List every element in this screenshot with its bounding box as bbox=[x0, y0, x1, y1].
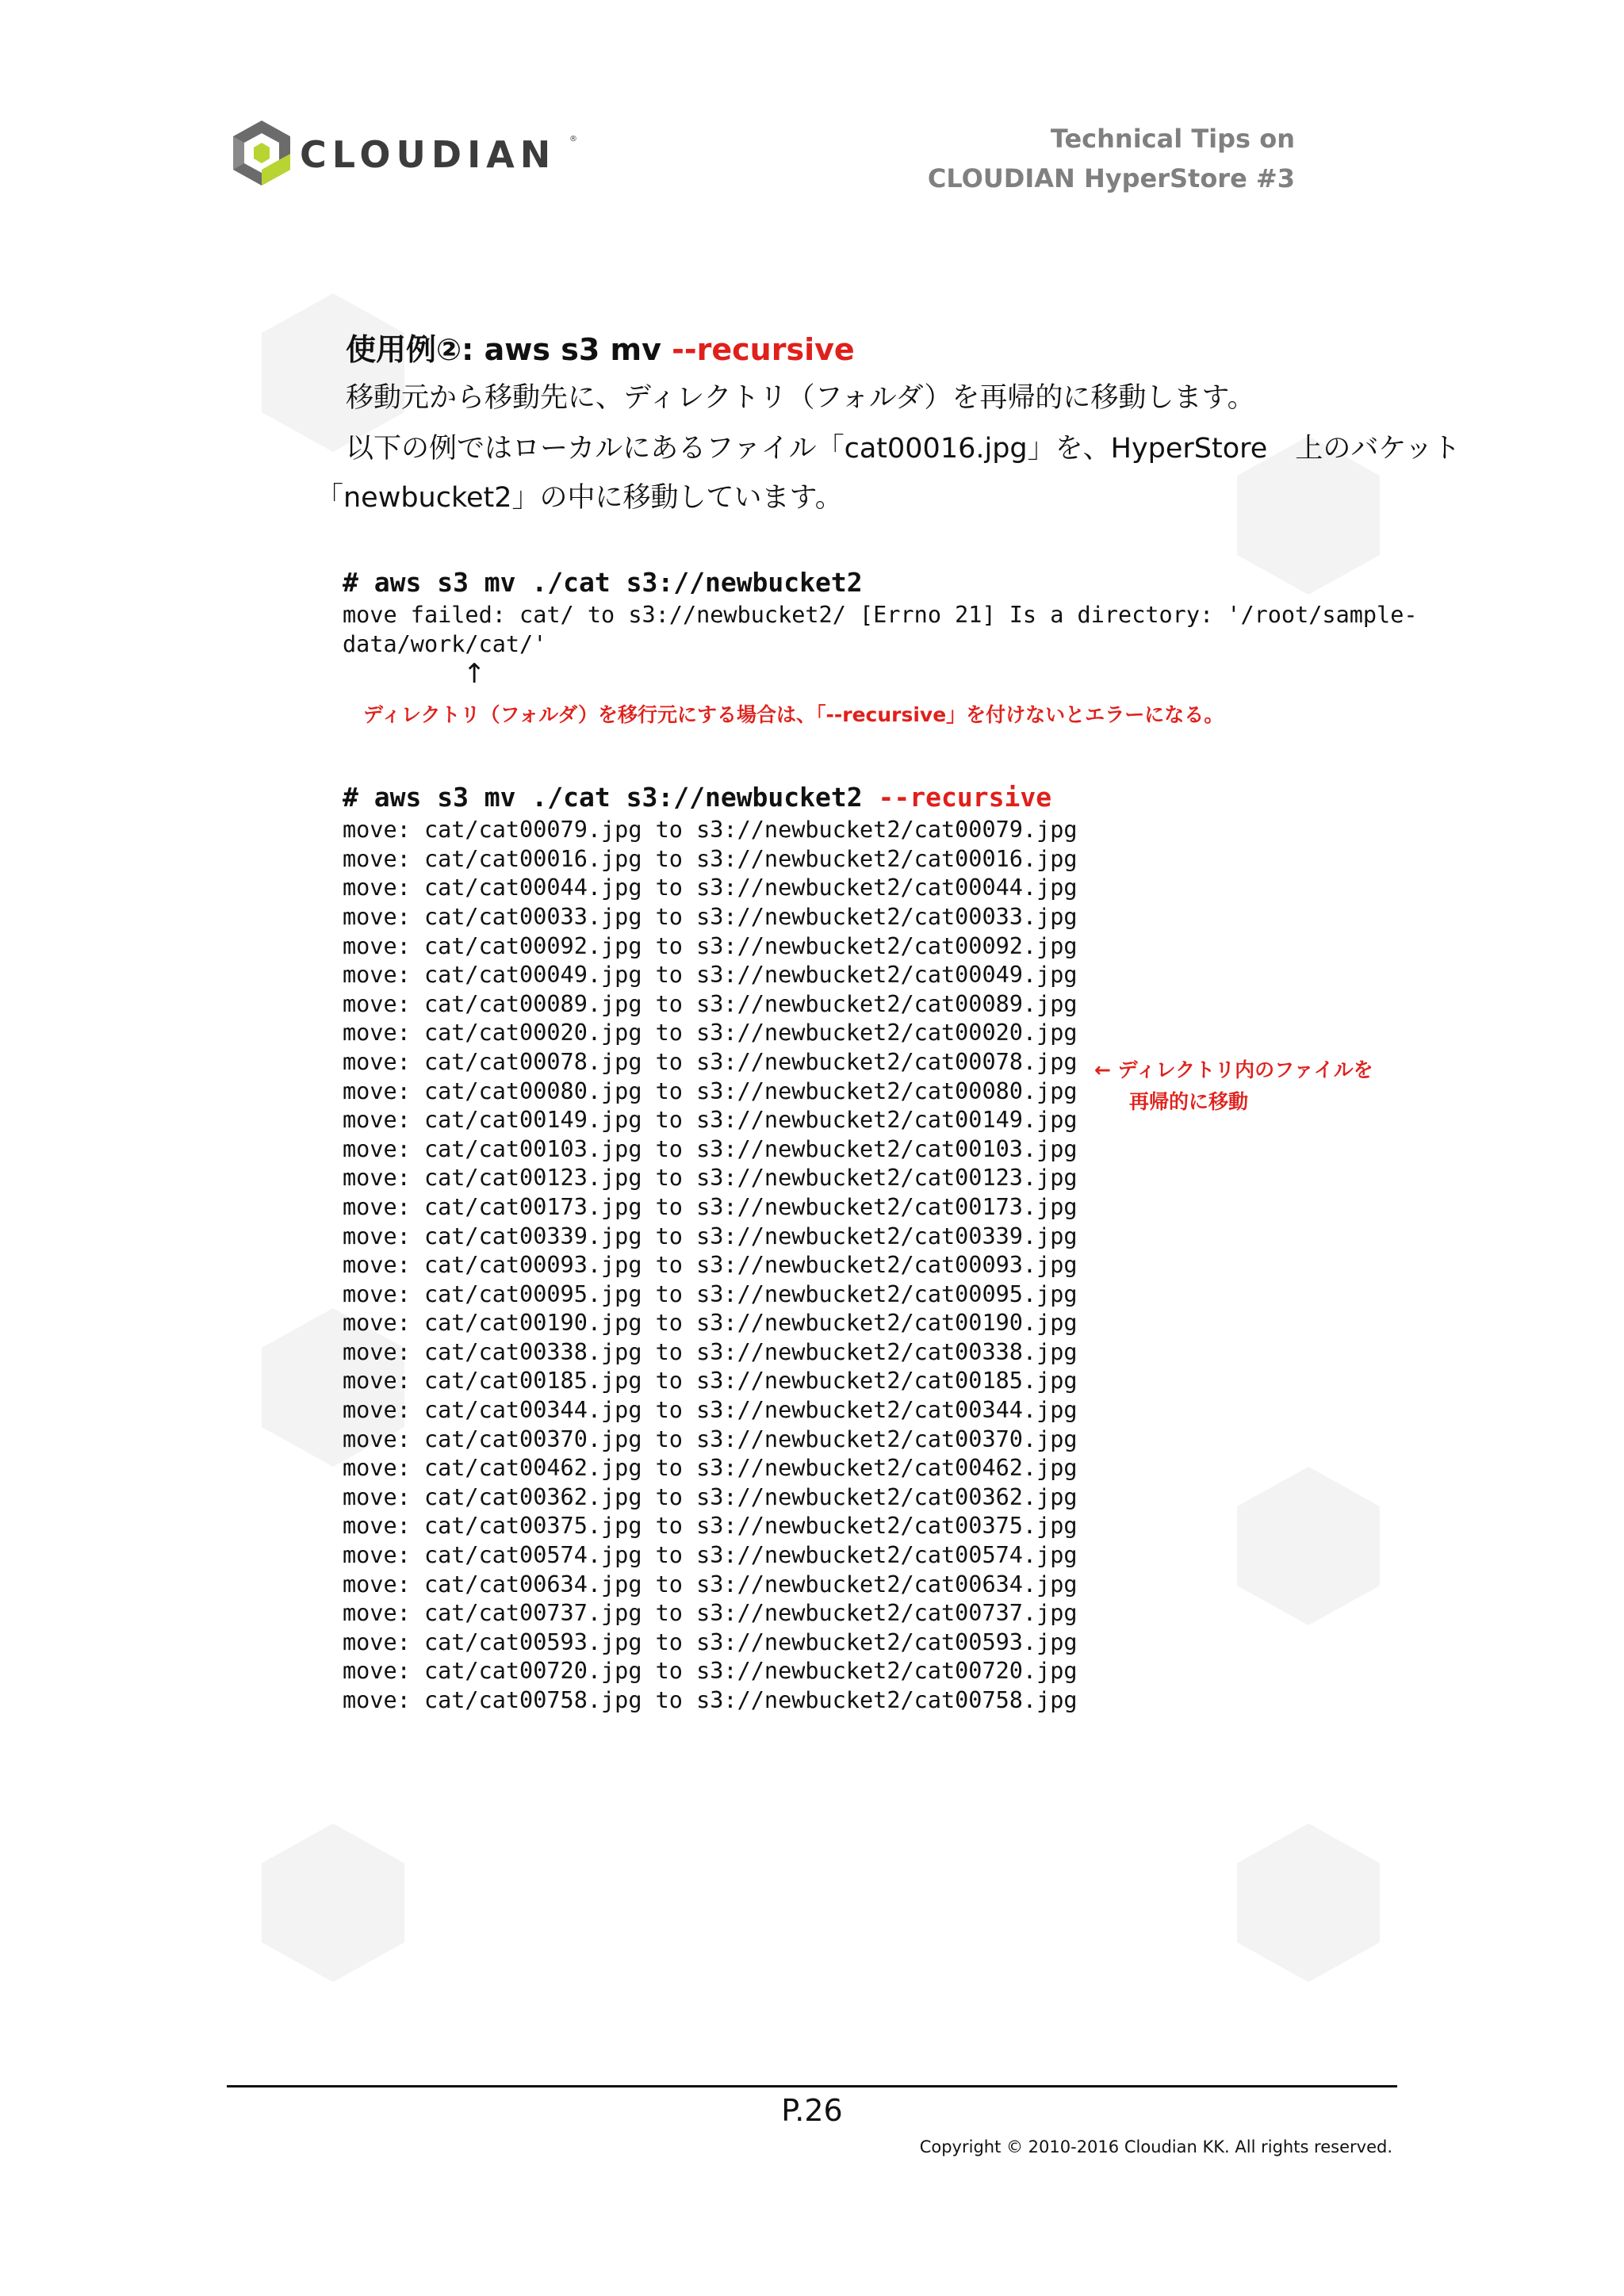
header-line-1: Technical Tips on bbox=[1050, 124, 1295, 154]
error-line-1: move failed: cat/ to s3://newbucket2/ [Errno 21] Is a directory: '/root/sample- bbox=[343, 602, 1418, 628]
error-line-2: data/work/cat/' bbox=[343, 630, 547, 657]
output-line: move: cat/cat00078.jpg to s3://newbucket2/cat00078.jpg bbox=[343, 1048, 1078, 1075]
output-line: move: cat/cat00123.jpg to s3://newbucket2/cat00123.jpg bbox=[343, 1165, 1078, 1192]
output-line: move: cat/cat00737.jpg to s3://newbucket2/cat00737.jpg bbox=[343, 1600, 1078, 1627]
section-title-prefix: 使用例②: aws s3 mv bbox=[346, 332, 672, 367]
cloudian-hexagon-icon bbox=[230, 119, 293, 187]
output-line: move: cat/cat00095.jpg to s3://newbucket2/cat00095.jpg bbox=[343, 1280, 1078, 1307]
copyright-notice: Copyright © 2010-2016 Cloudian KK. All rights reserved. bbox=[919, 2137, 1392, 2156]
output-line: move: cat/cat00049.jpg to s3://newbucket2/cat00049.jpg bbox=[343, 962, 1078, 989]
output-line: move: cat/cat00190.jpg to s3://newbucket2/cat00190.jpg bbox=[343, 1310, 1078, 1337]
command-line-1: # aws s3 mv ./cat s3://newbucket2 bbox=[343, 567, 863, 598]
output-line: move: cat/cat00344.jpg to s3://newbucket2/cat00344.jpg bbox=[343, 1397, 1078, 1424]
section-title-flag: --recursive bbox=[672, 332, 855, 367]
command-line-2-flag: --recursive bbox=[878, 782, 1052, 813]
document-header-title bbox=[928, 119, 1295, 198]
section-title bbox=[346, 325, 855, 369]
command-output bbox=[343, 816, 1418, 1715]
logo-wordmark: CLOUDIAN bbox=[300, 133, 557, 176]
header-line-2: CLOUDIAN HyperStore #3 bbox=[927, 163, 1295, 193]
side-note-line-1: ← ディレクトリ内のファイルを bbox=[1094, 1058, 1373, 1081]
output-line: move: cat/cat00375.jpg to s3://newbucket2/cat00375.jpg bbox=[343, 1513, 1078, 1540]
output-line: move: cat/cat00020.jpg to s3://newbucket2/cat00020.jpg bbox=[343, 1020, 1078, 1047]
up-arrow-icon: ↑ bbox=[463, 658, 486, 690]
output-line: move: cat/cat00574.jpg to s3://newbucket2/cat00574.jpg bbox=[343, 1542, 1078, 1569]
output-line: move: cat/cat00079.jpg to s3://newbucket2/cat00079.jpg bbox=[343, 817, 1078, 844]
code-block bbox=[343, 564, 1418, 1716]
output-line: move: cat/cat00593.jpg to s3://newbucket2/cat00593.jpg bbox=[343, 1628, 1078, 1655]
paragraph-example-intro: 以下の例ではローカルにあるファイル「cat00016.jpg」を、HyperStore 上のバケット bbox=[346, 433, 1461, 465]
output-line: move: cat/cat00634.jpg to s3://newbucket2/cat00634.jpg bbox=[343, 1571, 1078, 1598]
side-note-line-2: 再帰的に移動 bbox=[1129, 1090, 1249, 1113]
paragraph-description: 移動元から移動先に、ディレクトリ（フォルダ）を再帰的に移動します。 bbox=[346, 382, 1255, 414]
command-line-2 bbox=[343, 779, 1418, 816]
output-line: move: cat/cat00462.jpg to s3://newbucket2/cat00462.jpg bbox=[343, 1455, 1078, 1482]
footer-divider bbox=[227, 2085, 1397, 2087]
output-line: move: cat/cat00362.jpg to s3://newbucket2/cat00362.jpg bbox=[343, 1483, 1078, 1510]
registered-mark: ® bbox=[569, 135, 577, 144]
output-line: move: cat/cat00093.jpg to s3://newbucket2/cat00093.jpg bbox=[343, 1252, 1078, 1279]
output-line: move: cat/cat00370.jpg to s3://newbucket2/cat00370.jpg bbox=[343, 1425, 1078, 1452]
output-line: move: cat/cat00758.jpg to s3://newbucket2/cat00758.jpg bbox=[343, 1687, 1078, 1713]
output-line: move: cat/cat00149.jpg to s3://newbucket2/cat00149.jpg bbox=[343, 1107, 1078, 1134]
paragraph-example-intro-cont: 「newbucket2」の中に移動しています。 bbox=[316, 482, 843, 514]
page-number: P.26 bbox=[781, 2093, 843, 2128]
output-line: move: cat/cat00016.jpg to s3://newbucket2/cat00016.jpg bbox=[343, 845, 1078, 872]
error-explanation-note: ディレクトリ（フォルダ）を移行元にする場合は、「--recursive」を付けないとエラーになる。 bbox=[363, 703, 1224, 726]
output-line: move: cat/cat00080.jpg to s3://newbucket2/cat00080.jpg bbox=[343, 1077, 1078, 1104]
output-line: move: cat/cat00173.jpg to s3://newbucket2/cat00173.jpg bbox=[343, 1193, 1078, 1220]
output-line: move: cat/cat00089.jpg to s3://newbucket2/cat00089.jpg bbox=[343, 990, 1078, 1017]
output-line: move: cat/cat00103.jpg to s3://newbucket2/cat00103.jpg bbox=[343, 1135, 1078, 1162]
output-line: move: cat/cat00338.jpg to s3://newbucket2/cat00338.jpg bbox=[343, 1338, 1078, 1365]
output-line: move: cat/cat00720.jpg to s3://newbucket2/cat00720.jpg bbox=[343, 1658, 1078, 1685]
output-line: move: cat/cat00044.jpg to s3://newbucket2/cat00044.jpg bbox=[343, 874, 1078, 901]
command-line-2-base: # aws s3 mv ./cat s3://newbucket2 bbox=[343, 782, 879, 813]
cloudian-logo bbox=[230, 119, 579, 190]
output-line: move: cat/cat00033.jpg to s3://newbucket2/cat00033.jpg bbox=[343, 903, 1078, 930]
output-line: move: cat/cat00185.jpg to s3://newbucket2/cat00185.jpg bbox=[343, 1368, 1078, 1395]
output-line: move: cat/cat00092.jpg to s3://newbucket2/cat00092.jpg bbox=[343, 932, 1078, 959]
output-line: move: cat/cat00339.jpg to s3://newbucket2/cat00339.jpg bbox=[343, 1223, 1078, 1249]
